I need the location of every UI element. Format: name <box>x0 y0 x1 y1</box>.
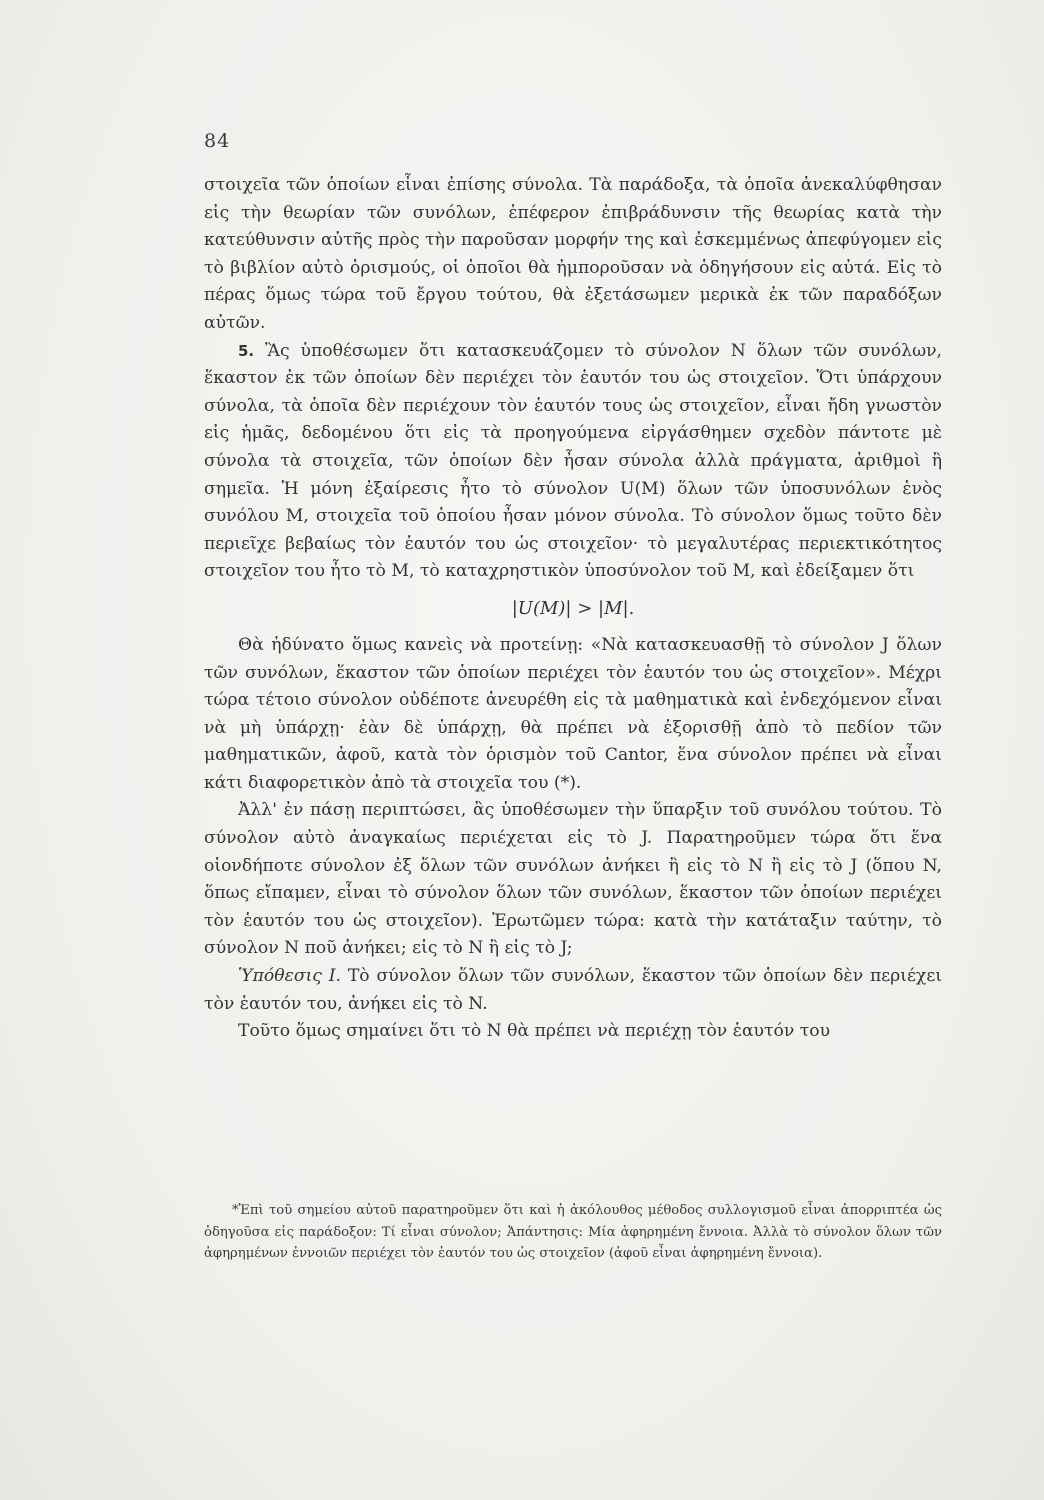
main-text <box>204 172 942 1046</box>
footnote <box>204 1200 942 1265</box>
formula <box>204 594 942 624</box>
paragraph-5-text: Τὸ σύνολον ὅλων τῶν συνόλων, ἕκαστον τῶν ὁποίων δὲν περιέχει τὸν ἑαυτόν του, ἀνήκει εἰς τὸ N. <box>204 966 942 1014</box>
paragraph-3: Θὰ ἠδύνατο ὅμως κανεὶς νὰ προτείνῃ: «Νὰ κατασκευασθῇ τὸ σύνολον J ὅλων τῶν συνόλων, ἕκαστον τῶν ὁποίων περιέχει τὸν ἑαυτόν του ὡς στοιχεῖον». Μέχρι τώρα τέτοιο σύνολον οὐδέποτε ἀνευρέθη εἰς τὰ μαθηματικὰ καὶ ἐνδεχόμενον εἶναι νὰ μὴ ὑπάρχῃ· ἐὰν δὲ ὑπάρχῃ, θὰ πρέπει νὰ ἐξορισθῇ ἀπὸ τὸ πεδίον τῶν μαθηματικῶν, ἀφοῦ, κατὰ τὸν ὁρισμὸν τοῦ Cantor, ἕνα σύνολον πρέπει νὰ εἶναι κάτι διαφορετικὸν ἀπὸ τὰ στοιχεῖα του (*). <box>204 634 942 793</box>
page-number: 84 <box>204 130 231 152</box>
paragraph-4: Ἀλλ' ἐν πάσῃ περιπτώσει, ἂς ὑποθέσωμεν τὴν ὕπαρξιν τοῦ συνόλου τούτου. Τὸ σύνολον αὐτὸ ἀναγκαίως περιέχεται εἰς τὸ J. Παρατηροῦμεν τώρα ὅτι ἕνα οἱονδήποτε σύνολον ἐξ ὅλων τῶν συνόλων ἀνήκει ἢ εἰς τὸ N ἢ εἰς τὸ J (ὅπου N, ὅπως εἴπαμεν, εἶναι τὸ σύνολον ὅλων τῶν συνόλων, ἕκαστον τῶν ὁποίων περιέχει τὸν ἑαυτόν του ὡς στοιχεῖον). Ἐρωτῶμεν τώρα: κατὰ τὴν κατάταξιν ταύτην, τὸ σύνολον N ποῦ ἀνήκει; εἰς τὸ N ἢ εἰς τὸ J; <box>204 800 942 959</box>
paragraph-2-text: Ἂς ὑποθέσωμεν ὅτι κατασκευάζομεν τὸ σύνολον N ὅλων τῶν συνόλων, ἕκαστον ἐκ τῶν ὁποίων δὲν περιέχει τὸν ἑαυτόν του ὡς στοιχεῖον. Ὅτι ὑπάρχουν σύνολα, τὰ ὁποῖα δὲν περιέχουν τὸν ἑαυτόν τους ὡς στοιχεῖον, εἶναι ἤδη γνωστὸν εἰς ἡμᾶς, δεδομένου ὅτι εἰς τὰ προηγούμενα εἰργάσθημεν σχεδὸν πάντοτε μὲ σύνολα τὰ στοιχεῖα, τῶν ὁποίων δὲν ἦσαν σύνολα ἀλλὰ πράγματα, ἀριθμοὶ ἢ σημεῖα. Ἡ μόνη ἐξαίρεσις ἦτο τὸ σύνολον U(M) ὅλων τῶν ὑποσυνόλων ἑνὸς συνόλου M, στοιχεῖα τοῦ ὁποίου ἦσαν μόνον σύνολα. Τὸ σύνολον ὅμως τοῦτο δὲν περιεῖχε βεβαίως τὸν ἑαυτόν του ὡς στοιχεῖον· τὸ μεγαλυτέρας περιεκτικότητος στοιχεῖον του ἦτο τὸ M, τὸ καταχρηστικὸν ὑποσύνολον τοῦ M, καὶ ἐδείξαμεν ὅτι <box>204 340 942 582</box>
section-number: 5. <box>238 341 255 360</box>
formula-text: |U(M)| > |M|. <box>511 597 635 619</box>
hypothesis-label: Ὑπόθεσις I. <box>238 966 342 987</box>
paragraph-6: Τοῦτο ὅμως σημαίνει ὅτι τὸ N θὰ πρέπει νὰ περιέχῃ τὸν ἑαυτόν του <box>238 1021 831 1042</box>
paragraph-2 <box>204 338 942 586</box>
footnote-text: *Ἐπὶ τοῦ σημείου αὐτοῦ παρατηροῦμεν ὅτι καὶ ἡ ἀκόλουθος μέθοδος συλλογισμοῦ εἶναι ἀπορριπτέα ὡς ὁδηγοῦσα εἰς παράδοξον: Τί εἶναι σύνολον; Ἀπάντησις: Μία ἀφηρημένη ἔννοια. Ἀλλὰ τὸ σύνολον ὅλων τῶν ἀφηρημένων ἐννοιῶν περιέχει τὸν ἑαυτόν του ὡς στοιχεῖον (ἀφοῦ εἶναι ἀφηρημένη ἔννοια). <box>204 1203 942 1261</box>
paragraph-1: στοιχεῖα τῶν ὁποίων εἶναι ἐπίσης σύνολα. Τὰ παράδοξα, τὰ ὁποῖα ἀνεκαλύφθησαν εἰς τὴν θεωρίαν τῶν συνόλων, ἐπέφερον ἐπιβράδυνσιν τῆς θεωρίας κατὰ τὴν κατεύθυνσιν αὐτῆς πρὸς τὴν παροῦσαν μορφήν της καὶ ἐσκεμμένως ἀπεφύγομεν εἰς τὸ βιβλίον αὐτὸ ὁρισμούς, οἱ ὁποῖοι θὰ ἠμποροῦσαν νὰ ὁδηγήσουν εἰς αὐτά. Εἰς τὸ πέρας ὅμως τώρα τοῦ ἔργου τούτου, θὰ ἐξετάσωμεν μερικὰ ἐκ τῶν παραδόξων αὐτῶν. <box>204 175 942 333</box>
paragraph-5 <box>204 963 942 1018</box>
